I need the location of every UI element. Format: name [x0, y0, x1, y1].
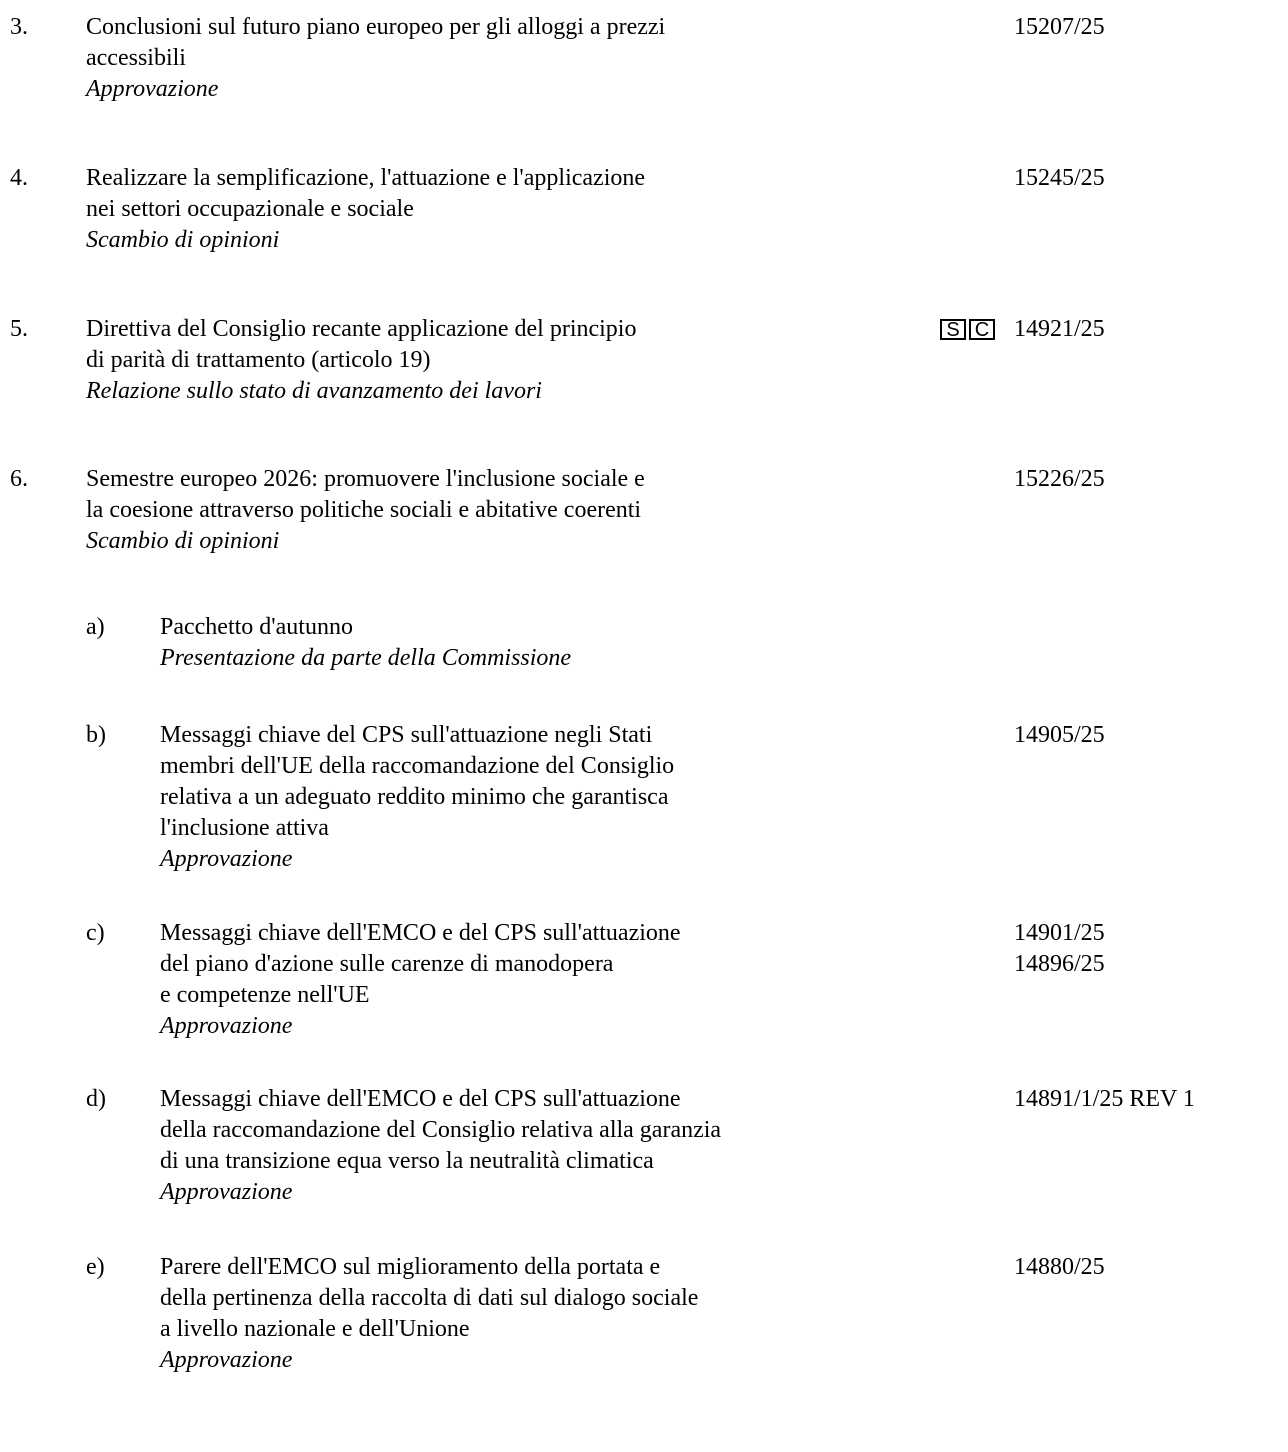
item-text: [86, 464, 896, 557]
subitem-title-line: di una transizione equa verso la neutralità climatica: [160, 1148, 654, 1174]
item-title-line: accessibili: [86, 45, 186, 71]
subitem-title-line: della pertinenza della raccolta di dati sul dialogo sociale: [160, 1285, 699, 1311]
item-title-line: la coesione attraverso politiche sociali e abitative coerenti: [86, 497, 642, 523]
document-reference: 15226/25: [1014, 466, 1105, 492]
subitem-letter: a): [86, 614, 105, 640]
subitem-title-line: Parere dell'EMCO sul miglioramento della portata e: [160, 1254, 661, 1280]
item-number: 3.: [10, 14, 28, 40]
document-references: [1014, 314, 1105, 345]
subitem-title-line: della raccomandazione del Consiglio relativa alla garanzia: [160, 1117, 722, 1143]
document-references: [1014, 720, 1105, 751]
item-title-line: nei settori occupazionale e sociale: [86, 196, 414, 222]
subitem-text: [160, 918, 920, 1042]
item-title-line: di parità di trattamento (articolo 19): [86, 347, 431, 373]
item-title-line: Realizzare la semplificazione, l'attuazione e l'applicazione: [86, 165, 646, 191]
document-references: [1014, 12, 1105, 43]
item-status: Scambio di opinioni: [86, 227, 280, 253]
subitem-letter: c): [86, 920, 105, 946]
document-references: [1014, 1084, 1195, 1115]
subitem-letter: b): [86, 722, 106, 748]
legislative-deliberation-badge: [940, 319, 995, 340]
document-references: [1014, 1252, 1105, 1283]
badge-letter-s: S: [940, 319, 966, 340]
subitem-status: Approvazione: [160, 846, 293, 872]
subitem-status: Approvazione: [160, 1013, 293, 1039]
document-reference: 15245/25: [1014, 165, 1105, 191]
item-status: Relazione sullo stato di avanzamento dei lavori: [86, 378, 542, 404]
subitem-title-line: a livello nazionale e dell'Unione: [160, 1316, 470, 1342]
subitem-text: [160, 612, 920, 674]
document-reference: 14896/25: [1014, 951, 1105, 977]
subitem-letter: e): [86, 1254, 105, 1280]
document-reference: 15207/25: [1014, 14, 1105, 40]
subitem-title-line: Pacchetto d'autunno: [160, 614, 353, 640]
item-text: [86, 163, 896, 256]
subitem-title-line: relativa a un adeguato reddito minimo che garantisca: [160, 784, 669, 810]
item-status: Approvazione: [86, 76, 219, 102]
item-number: 6.: [10, 466, 28, 492]
document-reference: 14901/25: [1014, 920, 1105, 946]
subitem-title-line: membri dell'UE della raccomandazione del Consiglio: [160, 753, 675, 779]
document-reference: 14880/25: [1014, 1254, 1105, 1280]
item-title-line: Semestre europeo 2026: promuovere l'inclusione sociale e: [86, 466, 645, 492]
subitem-text: [160, 1084, 920, 1208]
subitem-letter: d): [86, 1086, 106, 1112]
subitem-title-line: l'inclusione attiva: [160, 815, 329, 841]
subitem-title-line: Messaggi chiave dell'EMCO e del CPS sull'attuazione: [160, 920, 681, 946]
badge-letter-c: C: [969, 319, 995, 340]
document-references: [1014, 163, 1105, 194]
item-status: Scambio di opinioni: [86, 528, 280, 554]
subitem-status: Presentazione da parte della Commissione: [160, 645, 572, 671]
document-reference: 14905/25: [1014, 722, 1105, 748]
item-text: [86, 12, 896, 105]
item-title-line: Direttiva del Consiglio recante applicazione del principio: [86, 316, 637, 342]
item-title-line: Conclusioni sul futuro piano europeo per gli alloggi a prezzi: [86, 14, 666, 40]
document-reference: 14921/25: [1014, 316, 1105, 342]
item-number: 5.: [10, 316, 28, 342]
subitem-text: [160, 1252, 920, 1376]
subitem-status: Approvazione: [160, 1179, 293, 1205]
subitem-title-line: Messaggi chiave dell'EMCO e del CPS sull'attuazione: [160, 1086, 681, 1112]
subitem-title-line: Messaggi chiave del CPS sull'attuazione negli Stati: [160, 722, 653, 748]
subitem-status: Approvazione: [160, 1347, 293, 1373]
item-text: [86, 314, 896, 407]
document-references: [1014, 918, 1105, 980]
document-references: [1014, 464, 1105, 495]
item-number: 4.: [10, 165, 28, 191]
subitem-title-line: e competenze nell'UE: [160, 982, 370, 1008]
document-reference: 14891/1/25 REV 1: [1014, 1086, 1195, 1112]
subitem-text: [160, 720, 920, 875]
subitem-title-line: del piano d'azione sulle carenze di manodopera: [160, 951, 614, 977]
